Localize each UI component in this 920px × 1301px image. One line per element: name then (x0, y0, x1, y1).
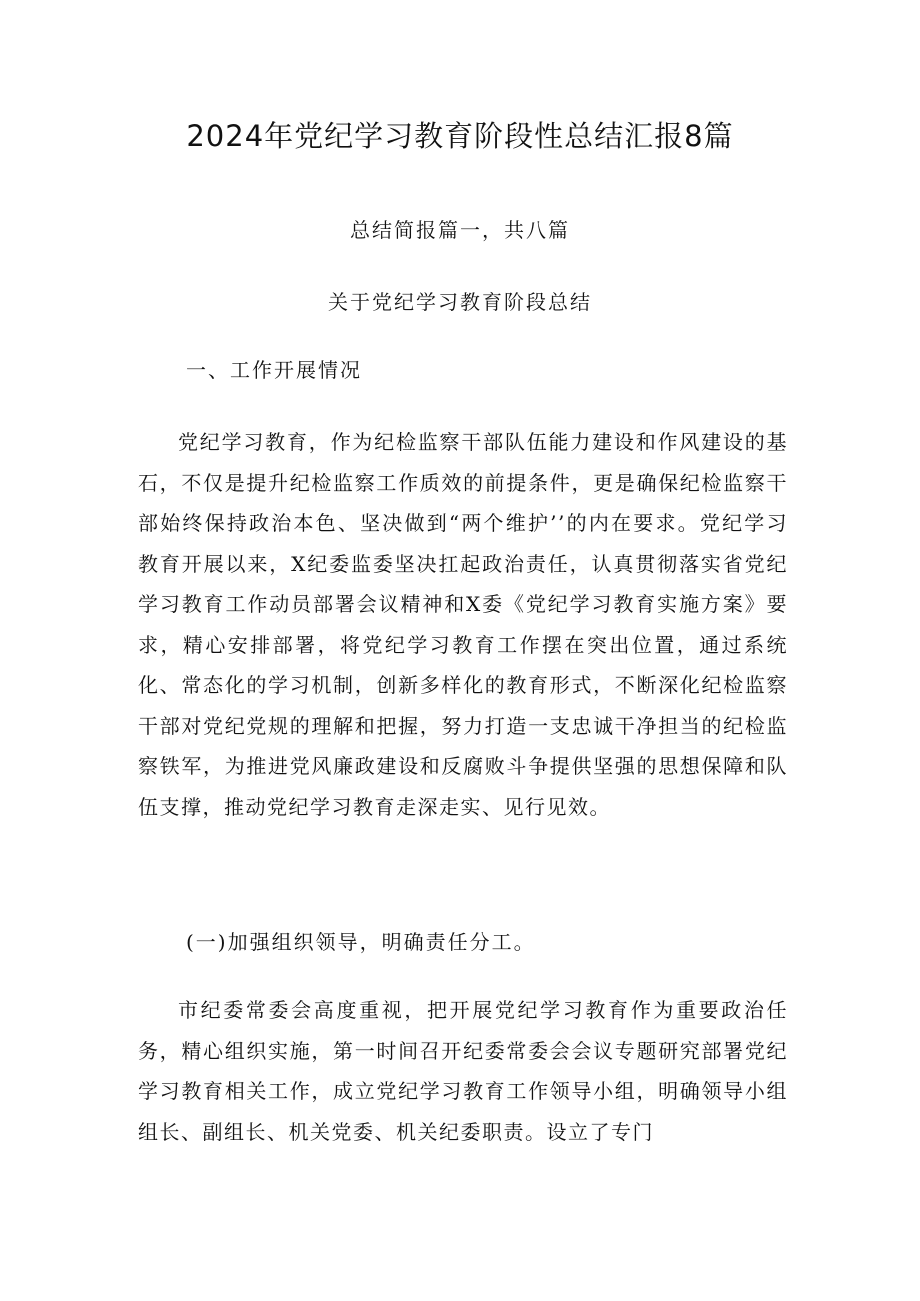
sub-heading-leadership: (一)加强组织领导，明确责任分工。 (186, 930, 536, 954)
document-subtitle: 总结简报篇一，共八篇 (350, 218, 570, 242)
heading-work-status: 一、工作开展情况 (186, 358, 362, 382)
document-title: 2024年党纪学习教育阶段性总结汇报8篇 (186, 119, 734, 153)
section-title: 关于党纪学习教育阶段总结 (328, 290, 592, 314)
paragraph-leadership: 市纪委常委会高度重视，把开展党纪学习教育作为重要政治任务，精心组织实施，第一时间召开纪委常委会会议专题研究部署党纪学习教育相关工作，成立党纪学习教育工作领导小组，明确领导小组组长、副组长、机关党委、机关纪委职责。设立了专门 (138, 998, 788, 1144)
paragraph-intro: 党纪学习教育，作为纪检监察干部队伍能力建设和作风建设的基石，不仅是提升纪检监察工作质效的前提条件，更是确保纪检监察干部始终保持政治本色、坚决做到“两个维护’’的内在要求。党纪学习教育开展以来，X纪委监委坚决扛起政治责任，认真贯彻落实省党纪学习教育工作动员部署会议精神和X委《党纪学习教育实施方案》要求，精心安排部署，将党纪学习教育工作摆在突出位置，通过系统化、常态化的学习机制，创新多样化的教育形式，不断深化纪检监察干部对党纪党规的理解和把握，努力打造一支忠诚干净担当的纪检监察铁军，为推进党风廉政建设和反腐败斗争提供坚强的思想保障和队伍支撑，推动党纪学习教育走深走实、见行见效。 (138, 430, 788, 819)
